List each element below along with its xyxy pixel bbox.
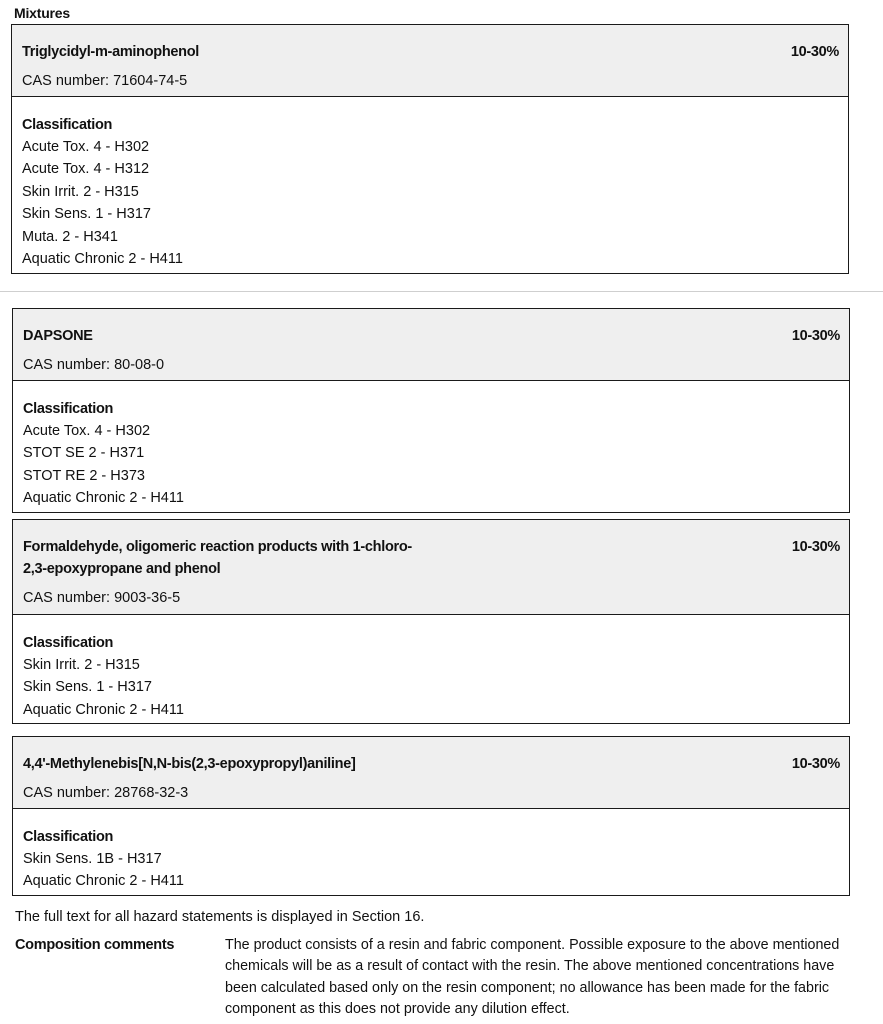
classification-item: Acute Tox. 4 - H302: [22, 139, 150, 155]
classification-item: Skin Sens. 1 - H317: [23, 679, 152, 696]
classification-item: Acute Tox. 4 - H302: [23, 423, 151, 439]
substance-cas-number: CAS number: 28768-32-3: [23, 785, 189, 801]
substance-name: Triglycidyl-m-aminophenol: [22, 44, 199, 60]
substance-header: [13, 737, 849, 809]
substance-concentration: 10-30%: [791, 756, 840, 772]
substance-name: DAPSONE: [23, 328, 93, 344]
classification-item: Skin Irrit. 2 - H315: [22, 183, 139, 200]
classification-title: Classification: [23, 635, 114, 651]
classification-item: Skin Sens. 1 - H317: [22, 206, 151, 223]
classification-item: Aquatic Chronic 2 - H411: [22, 251, 183, 268]
section-heading: Mixtures: [14, 5, 70, 21]
substance-header: [13, 520, 849, 615]
classification-item: Acute Tox. 4 - H312: [22, 161, 150, 178]
substance-cas-number: CAS number: 9003-36-5: [23, 590, 181, 606]
classification-item: STOT SE 2 - H371: [23, 445, 145, 462]
substance-cas-number: CAS number: 71604-74-5: [22, 73, 188, 89]
substance-name: 4,4'-Methylenebis[N,N-bis(2,3-epoxypropyl)aniline]: [23, 756, 356, 772]
classification-item: Aquatic Chronic 2 - H411: [23, 873, 184, 890]
substance-concentration: 10-30%: [791, 328, 840, 344]
classification-title: Classification: [23, 401, 114, 417]
substance-classification: [12, 97, 848, 274]
classification-title: Classification: [23, 829, 114, 845]
classification-item: Skin Irrit. 2 - H315: [23, 657, 140, 673]
substance-card: [12, 519, 850, 724]
substance-classification: [13, 809, 849, 897]
classification-item: STOT RE 2 - H373: [23, 467, 145, 484]
composition-comments-label: Composition comments: [15, 937, 175, 953]
classification-title: Classification: [22, 117, 113, 133]
classification-item: Aquatic Chronic 2 - H411: [23, 701, 184, 718]
classification-item: Aquatic Chronic 2 - H411: [23, 490, 184, 507]
substance-name: Formaldehyde, oligomeric reaction products with 1-chloro-2,3-epoxypropane and phenol: [23, 539, 412, 577]
substance-card: [11, 24, 849, 274]
hazard-footnote: The full text for all hazard statements is displayed in Section 16.: [15, 909, 425, 925]
substance-classification: [13, 381, 849, 514]
classification-item: Skin Sens. 1B - H317: [23, 851, 162, 867]
substance-header: [13, 309, 849, 381]
composition-comments-text: The product consists of a resin and fabric component. Possible exposure to the above mentioned chemicals will be as a result of contact with the resin. The above mentioned concentrations have been calculated based only on the resin component; no allowance has been made for the fabric component as this does not provide any dilution effect.: [225, 937, 840, 1017]
substance-header: [12, 25, 848, 97]
substance-card: [12, 736, 850, 896]
substance-card: [12, 308, 850, 513]
substance-concentration: 10-30%: [790, 44, 839, 60]
section-divider: [0, 291, 883, 292]
substance-concentration: 10-30%: [791, 539, 840, 555]
classification-item: Muta. 2 - H341: [22, 228, 118, 245]
substance-cas-number: CAS number: 80-08-0: [23, 357, 165, 373]
substance-classification: [13, 615, 849, 725]
